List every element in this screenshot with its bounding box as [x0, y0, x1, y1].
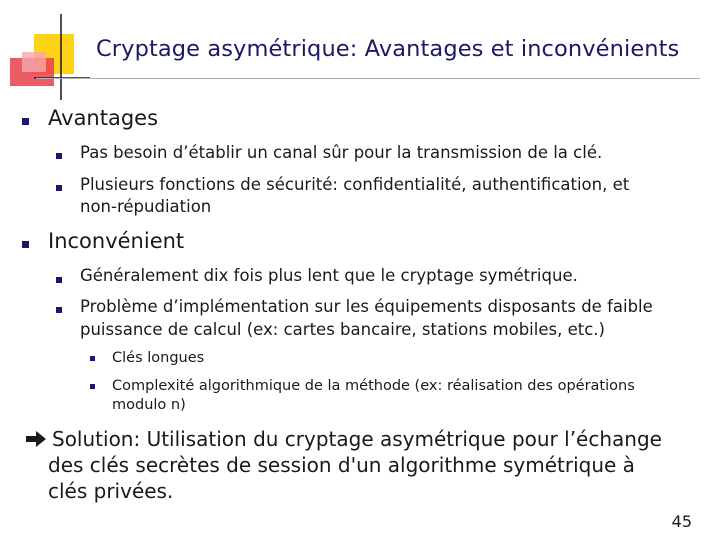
- list-item: Généralement dix fois plus lent que le cryptage symétrique.: [80, 266, 578, 285]
- sub-list-item-continuation: modulo n): [112, 397, 186, 413]
- list-item: Plusieurs fonctions de sécurité: confidentialité, authentification, et: [80, 175, 630, 194]
- title-divider: [36, 78, 700, 79]
- solution-line-3: clés privées.: [48, 479, 174, 503]
- square-bullet-icon: [56, 185, 62, 191]
- slide-title: Cryptage asymétrique: Avantages et inconvénients: [96, 36, 680, 62]
- solution-text: Solution: Utilisation du cryptage asymétrique pour l’échange: [52, 427, 662, 451]
- list-item-continuation: non-répudiation: [80, 197, 212, 216]
- square-bullet-icon: [56, 277, 62, 283]
- sub-list-item: Clés longues: [112, 350, 205, 366]
- solution-line-2: des clés secrètes de session d'un algorithme symétrique à: [48, 453, 635, 477]
- page-number: 45: [671, 512, 692, 531]
- slide-logo: [0, 0, 90, 100]
- list-item-continuation: puissance de calcul (ex: cartes bancaire, stations mobiles, etc.): [80, 320, 605, 339]
- list-item: Pas besoin d’établir un canal sûr pour la transmission de la clé.: [80, 143, 603, 162]
- square-bullet-icon: [56, 153, 62, 159]
- right-arrow-icon: [24, 430, 48, 448]
- solution-paragraph: [24, 426, 704, 504]
- sub-list-item: Complexité algorithmique de la méthode (ex: réalisation des opérations: [112, 378, 635, 394]
- section-heading-avantages: Avantages: [48, 106, 159, 130]
- square-bullet-icon: [90, 356, 95, 361]
- square-bullet-icon: [22, 118, 29, 125]
- section-heading-inconvenient: Inconvénient: [48, 229, 185, 253]
- solution-line-1: [24, 426, 704, 452]
- square-bullet-icon: [22, 241, 29, 248]
- list-item: Problème d’implémentation sur les équipements disposants de faible: [80, 297, 653, 316]
- square-bullet-icon: [90, 384, 95, 389]
- square-bullet-icon: [56, 307, 62, 313]
